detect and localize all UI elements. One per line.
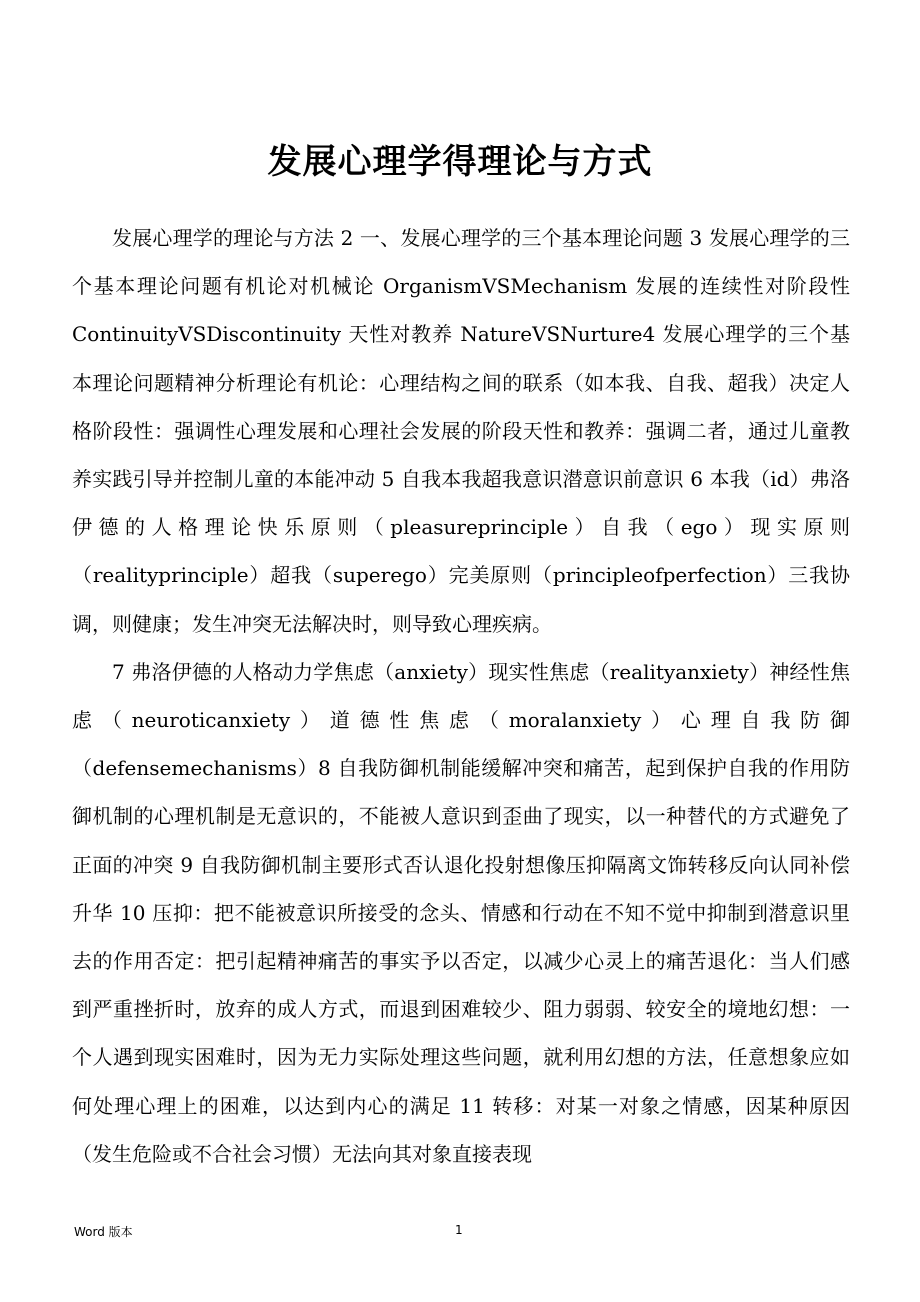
document-body	[72, 214, 850, 1178]
paragraph-1: 发展心理学的理论与方法 2 一、发展心理学的三个基本理论问题 3 发展心理学的三个基本理论问题有机论对机械论 OrganismVSMechanism 发展的连续性对阶段性 ContinuityVSDiscontinuity 天性对教养 NatureVSNurture4 发展心理学的三个基本理论问题精神分析理论有机论：心理结构之间的联系（如本我、自我、超我）决定人格阶段性：强调性心理发展和心理社会发展的阶段天性和教养：强调二者，通过儿童教养实践引导并控制儿童的本能冲动 5 自我本我超我意识潜意识前意识 6 本我（id）弗洛伊德的人格理论快乐原则（pleasureprinciple）自我（ego）现实原则（realityprinciple）超我（superego）完美原则（principleofperfection）三我协调，则健康；发生冲突无法解决时，则导致心理疾病。	[72, 226, 850, 636]
page-number: 1	[455, 1223, 463, 1237]
footer-label: Word 版本	[74, 1225, 133, 1239]
page-title: 发展心理学得理论与方式	[267, 142, 653, 182]
paragraph-2: 7 弗洛伊德的人格动力学焦虑（anxiety）现实性焦虑（realityanxiety）神经性焦虑（neuroticanxiety）道德性焦虑（moralanxiety）心理自我防御（defensemechanisms）8 自我防御机制能缓解冲突和痛苦，起到保护自我的作用防御机制的心理机制是无意识的，不能被人意识到歪曲了现实，以一种替代的方式避免了正面的冲突 9 自我防御机制主要形式否认退化投射想像压抑隔离文饰转移反向认同补偿升华 10 压抑：把不能被意识所接受的念头、情感和行动在不知不觉中抑制到潜意识里去的作用否定：把引起精神痛苦的事实予以否定，以减少心灵上的痛苦退化：当人们感到严重挫折时，放弃的成人方式，而退到困难较少、阻力弱弱、较安全的境地幻想：一个人遇到现实困难时，因为无力实际处理这些问题，就利用幻想的方法，任意想象应如何处理心理上的困难，以达到内心的满足 11 转移：对某一对象之情感，因某种原因（发生危险或不合社会习惯）无法向其对象直接表现	[72, 659, 850, 1166]
